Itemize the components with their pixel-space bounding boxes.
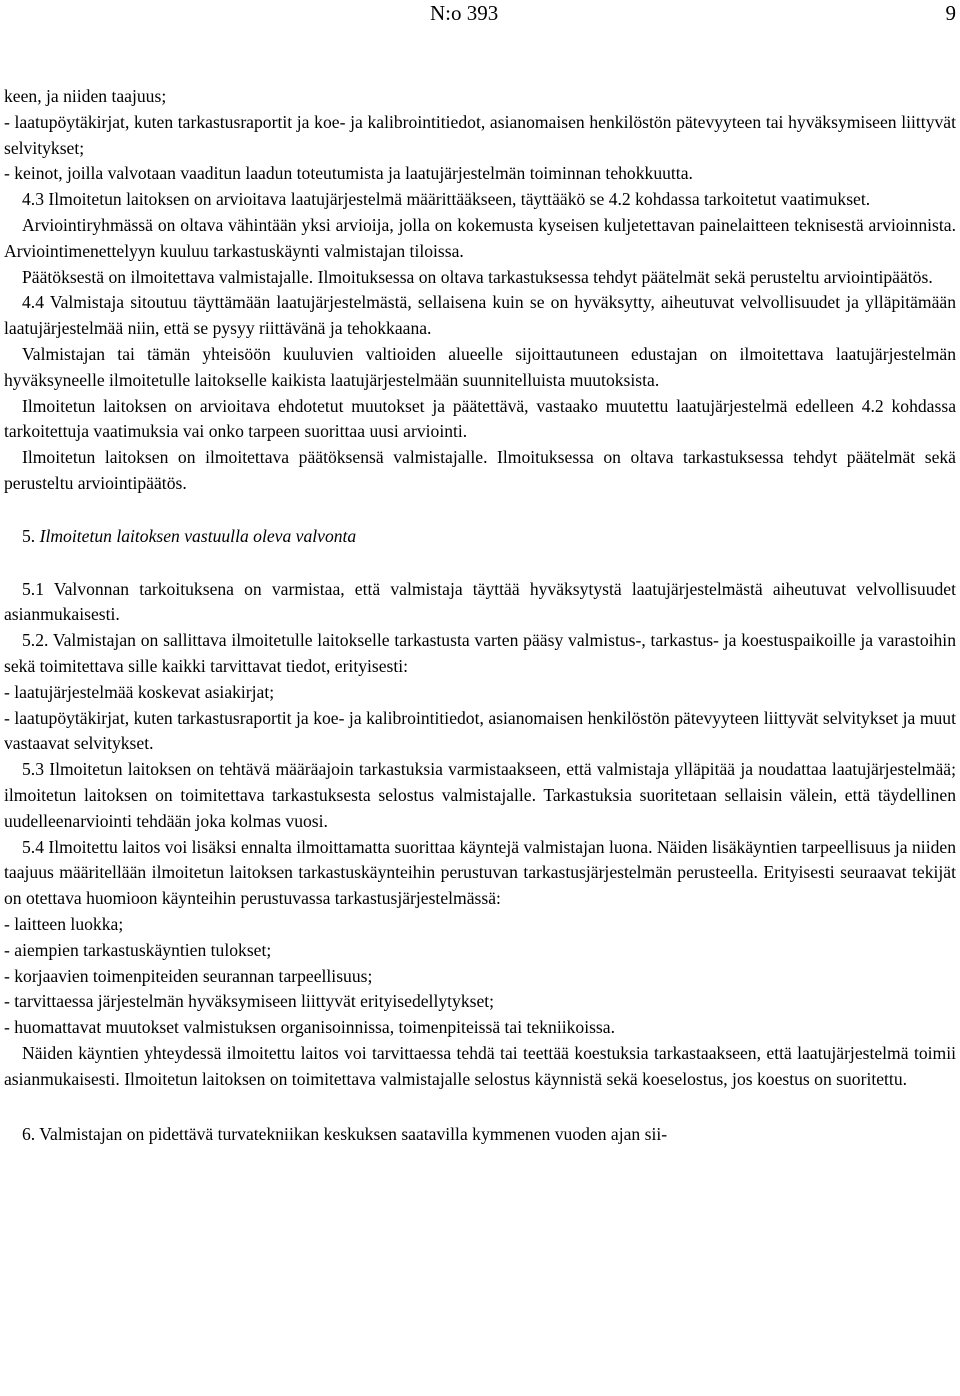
section-heading-5 bbox=[4, 524, 956, 550]
page-number: 9 bbox=[945, 1, 956, 25]
paragraph-5-3: 5.3 Ilmoitetun laitoksen on tehtävä määräajoin tarkastuksia varmistaakseen, että valmistaja ylläpitää ja noudattaa laatujärjestelmää; ilmoitetun laitoksen on toimitettava tarkastuksesta selostus valmistajalle. Tarkastuksia suoritetaan sellaisin välein, että täydellinen uudelleenarviointi tehdään joka kolmas vuosi. bbox=[4, 759, 956, 831]
list-item: - aiempien tarkastuskäyntien tulokset; bbox=[4, 939, 272, 960]
page-header bbox=[0, 0, 960, 30]
paragraph: Arviointiryhmässä on oltava vähintään yksi arvioija, jolla on kokemusta kyseisen kuljetettavan painelaitteen teknisestä arvioinnista. Arviointimenettelyyn kuuluu tarkastuskäynti valmistajan tiloissa. bbox=[4, 214, 956, 261]
paragraph: Näiden käyntien yhteydessä ilmoitettu laitos voi tarvittaessa tehdä tai teettää koestuksia tarkastaakseen, että laatujärjestelmä toimii asianmukaisesti. Ilmoitetun laitoksen on toimitettava valmistajalle selostus käynnistä sekä koeselostus, jos koestus on suoritettu. bbox=[4, 1042, 956, 1089]
paragraph: keen, ja niiden taajuus; bbox=[4, 86, 167, 106]
list-item: - laatupöytäkirjat, kuten tarkastusraportit ja koe- ja kalibrointitiedot, asianomaisen henkilöstön pätevyyteen liittyvät selvitykset ja muut vastaavat selvitykset. bbox=[4, 707, 956, 754]
list-item: - tarvittaessa järjestelmän hyväksymiseen liittyvät erityisedellytykset; bbox=[4, 991, 495, 1012]
paragraph-4-4: 4.4 Valmistaja sitoutuu täyttämään laatujärjestelmästä, sellaisena kuin se on hyväksytty, aiheutuvat velvollisuudet ja ylläpitämään laatujärjestelmää niin, että se pysyy riittävänä ja tehokkaana. bbox=[4, 292, 956, 339]
list-item: - laitteen luokka; bbox=[4, 913, 124, 934]
paragraph-4-3: 4.3 Ilmoitetun laitoksen on arvioitava laatujärjestelmä määrittääkseen, täyttääkö se 4.2 kohdassa tarkoitetut vaatimukset. bbox=[22, 189, 871, 210]
list-item: - laatujärjestelmää koskevat asiakirjat; bbox=[4, 681, 275, 702]
paragraph-5-2: 5.2. Valmistajan on sallittava ilmoitetulle laitokselle tarkastusta varten pääsy valmistus-, tarkastus- ja koestuspaikoille ja varastoihin sekä toimitettava sille kaikki tarvittavat tiedot, erityisesti: bbox=[4, 630, 956, 676]
document-body bbox=[4, 84, 956, 1148]
paragraph-6: 6. Valmistajan on pidettävä turvatekniikan keskuksen saatavilla kymmenen vuoden ajan sii- bbox=[22, 1124, 668, 1145]
paragraph: Ilmoitetun laitoksen on ilmoitettava päätöksensä valmistajalle. Ilmoituksessa on oltava tarkastuksessa tehdyt päätelmät sekä perusteltu arviointipäätös. bbox=[4, 447, 956, 493]
list-item: - korjaavien toimenpiteiden seurannan tarpeellisuus; bbox=[4, 965, 373, 986]
list-item: - huomattavat muutokset valmistuksen organisoinnissa, toimenpiteissä tai tekniikoissa. bbox=[4, 1017, 615, 1038]
section-title: Ilmoitetun laitoksen vastuulla oleva valvonta bbox=[39, 525, 357, 546]
list-item: - laatupöytäkirjat, kuten tarkastusraportit ja koe- ja kalibrointitiedot, asianomaisen henkilöstön pätevyyteen tai hyväksymiseen liittyvät selvitykset; bbox=[4, 111, 956, 158]
paragraph: Päätöksestä on ilmoitettava valmistajalle. Ilmoituksessa on oltava tarkastuksessa tehdyt päätelmät sekä perusteltu arviointipäätös. bbox=[22, 266, 933, 287]
paragraph-5-4: 5.4 Ilmoitettu laitos voi lisäksi ennalta ilmoittamatta suorittaa käyntejä valmistajan luona. Näiden lisäkäyntien tarpeellisuus ja niiden taajuus määritellään ilmoitetun laitoksen tarkastuskäynteihin perustuvan tarkastusjärjestelmän perusteella. Erityisesti seuraavat tekijät on otettava huomioon käynteihin perustuvassa tarkastusjärjestelmässä: bbox=[4, 836, 956, 909]
list-item: - keinot, joilla valvotaan vaaditun laadun toteutumista ja laatujärjestelmän toiminnan tehokkuutta. bbox=[4, 163, 693, 184]
issue-number: N:o 393 bbox=[430, 1, 499, 25]
paragraph: Valmistajan tai tämän yhteisöön kuuluvien valtioiden alueelle sijoittautuneen edustajan on ilmoitettava laatujärjestelmän hyväksyneelle ilmoitetulle laitokselle kaikista laatujärjestelmään suunnitelluista muutoksista. bbox=[4, 343, 956, 390]
paragraph: Ilmoitetun laitoksen on arvioitava ehdotetut muutokset ja päätettävä, vastaako muutettu laatujärjestelmä edelleen 4.2 kohdassa tarkoitettuja vaatimuksia vai onko tarpeen suorittaa uusi arviointi. bbox=[4, 395, 956, 442]
paragraph-5-1: 5.1 Valvonnan tarkoituksena on varmistaa, että valmistaja täyttää hyväksytystä laatujärjestelmästä aiheutuvat velvollisuudet asianmukaisesti. bbox=[4, 578, 956, 625]
section-number: 5. bbox=[22, 525, 36, 546]
